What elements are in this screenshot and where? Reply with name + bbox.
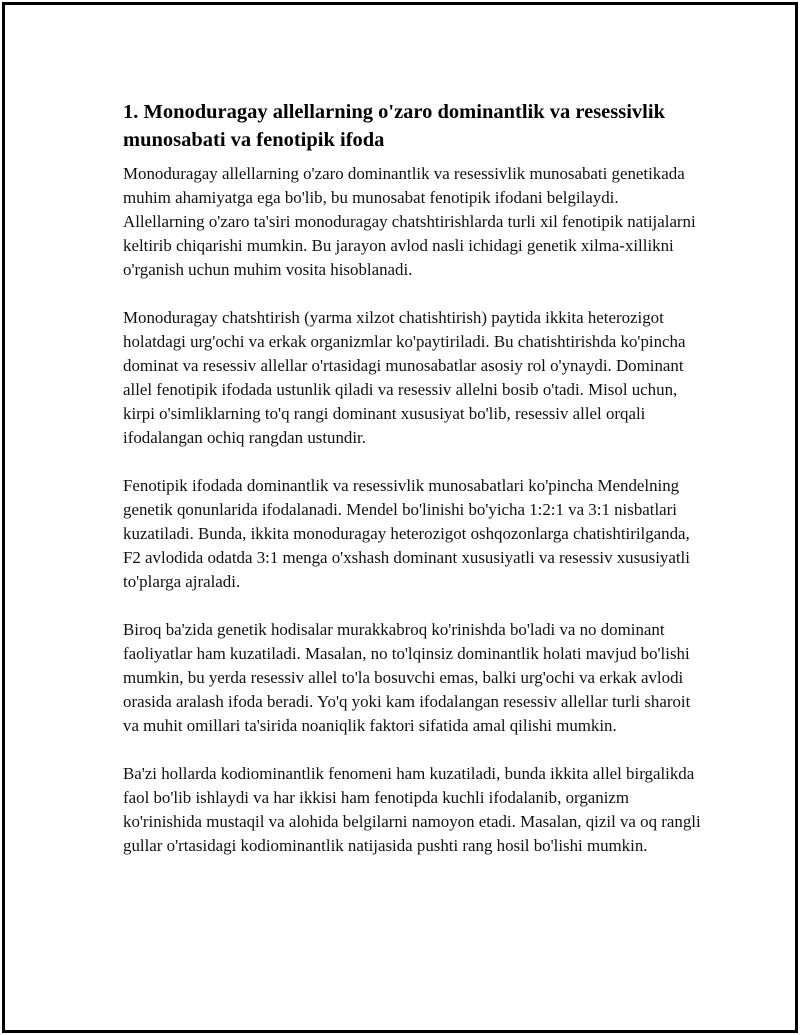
document-body	[123, 98, 703, 882]
paragraph-4: Biroq ba'zida genetik hodisalar murakkabroq ko'rinishda bo'ladi va no dominant faoliyatlar ham kuzatiladi. Masalan, no to'lqinsiz dominantlik holati mavjud bo'lishi mumkin, bu yerda resessiv allel to'la bosuvchi emas, balki urg'ochi va erkak avlodi orasida aralash ifoda beradi. Yo'q yoki kam ifodalangan resessiv allellar turli sharoit va muhit omillari ta'sirida noaniqlik faktori sifatida amal qilishi mumkin.	[123, 620, 691, 735]
paragraph-2: Monoduragay chatshtirish (yarma xilzot chatishtirish) paytida ikkita heterozigot holatdagi urg'ochi va erkak organizmlar ko'paytiriladi. Bu chatishtirishda ko'pincha dominat va resessiv allellar o'rtasidagi munosabatlar asosiy rol o'ynaydi. Dominant allel fenotipik ifodada ustunlik qiladi va resessiv allelni bosib o'tadi. Misol uchun, kirpi o'simliklarning to'q rangi dominant xususiyat bo'lib, resessiv allel orqali ifodalangan ochiq rangdan ustundir.	[123, 308, 686, 447]
paragraph-3: Fenotipik ifodada dominantlik va resessivlik munosabatlari ko'pincha Mendelning genetik qonunlarida ifodalanadi. Mendel bo'linishi bo'yicha 1:2:1 va 3:1 nisbatlari kuzatiladi. Bunda, ikkita monoduragay heterozigot oshqozonlarga chatishtirilganda, F2 avlodida odatda 3:1 menga o'xshash dominant xususiyatli va resessiv xususiyatli to'plarga ajraladi.	[123, 476, 690, 591]
page-frame	[2, 2, 798, 1033]
paragraph-5: Ba'zi hollarda kodiominantlik fenomeni ham kuzatiladi, bunda ikkita allel birgalikda faol bo'lib ishlaydi va har ikkisi ham fenotipda kuchli ifodalanib, organizm ko'rinishida mustaqil va alohida belgilarni namoyon etadi. Masalan, qizil va oq rangli gullar o'rtasidagi kodiominantlik natijasida pushti rang hosil bo'lishi mumkin.	[123, 764, 701, 855]
paragraph-1: Monoduragay allellarning o'zaro dominantlik va resessivlik munosabati genetikada muhim ahamiyatga ega bo'lib, bu munosabat fenotipik ifodani belgilaydi. Allellarning o'zaro ta'siri monoduragay chatshtirishlarda turli xil fenotipik natijalarni keltirib chiqarishi mumkin. Bu jarayon avlod nasli ichidagi genetik xilma-xillikni o'rganish uchun muhim vosita hisoblanadi.	[123, 164, 696, 279]
section-heading: 1. Monoduragay allellarning o'zaro dominantlik va resessivlik munosabati va fenotipik ifoda	[123, 101, 665, 151]
